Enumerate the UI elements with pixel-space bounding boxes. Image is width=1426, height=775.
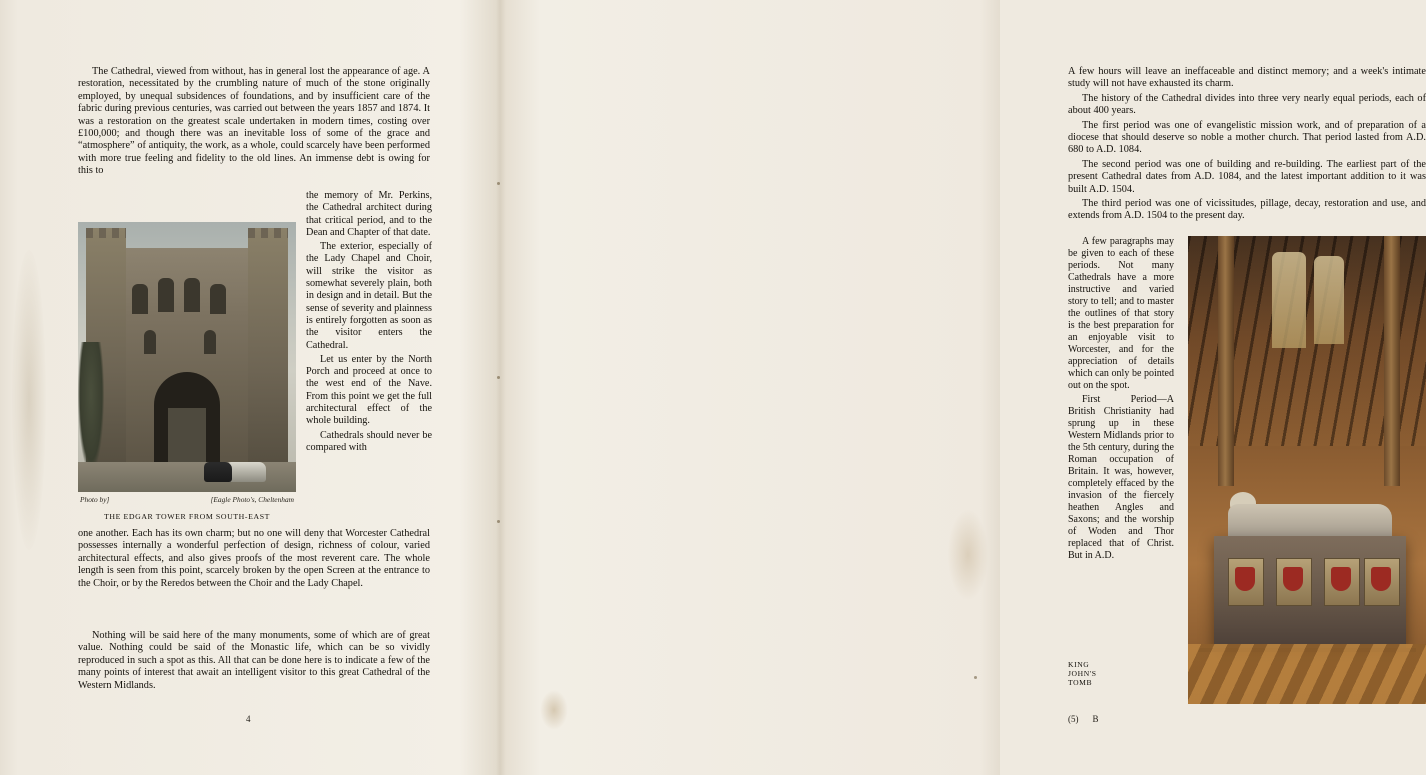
paragraph: the memory of Mr. Perkins, the Cathedral architect during that critical period, and to the Dean and Chapter of that date. (306, 190, 432, 238)
photo-window (144, 330, 156, 354)
photo-window (1314, 256, 1344, 344)
paragraph: First Period—A British Christianity had sprung up in these Western Midlands prior to the 5th century, during the Roman occupation of Britain. It was, however, completely effaced by the invasion of the fiercely heathen Angles and Saxons; and the worship of Woden and Thor replaced that of Christ. But in A.D. (1068, 394, 1174, 561)
page-number-left: 4 (246, 714, 251, 724)
paragraph: The Cathedral, viewed from without, has in general lost the appearance of age. A restoration, necessitated by the crumbling nature of much of the stone originally employed, by unequal subsidences of foundations, and by insufficient care of the fabric during previous centuries, was carried out between the years 1857 and 1874. It was a restoration on the greatest scale undertaken in modern times, costing over £100,000; and though there was an inevitable loss of some of the grace and “atmosphere” of antiquity, the work, as a whole, could scarcely have been performed with more true feeling and fidelity to the old lines. An immense debt is owing for this to (78, 66, 430, 177)
photo-credits (78, 495, 296, 504)
photo-tomb-panel (1276, 558, 1312, 606)
paragraph: Nothing will be said here of the many monuments, some of which are of great value. Nothing could be said of the Monastic life, which can be so vividly reproduced in such a spot as this. All that can be done here is to indicate a few of the many points of interest that await an intelligent visitor to this great Cathedral of the Western Midlands. (78, 630, 430, 691)
photo-window (210, 284, 226, 314)
left-page-body-bottom (78, 528, 430, 592)
photo-heraldic-shield (1331, 567, 1351, 591)
figure-caption-tomb: KING JOHN'S TOMB (1068, 660, 1097, 687)
paragraph: The exterior, especially of the Lady Chapel and Choir, will strike the visitor as somewhat severely plain, both in design and in detail. But the sense of severity and plainness is entirely forgotten as soon as the visitor enters the Cathedral. (306, 241, 432, 351)
figure-edgar-tower (78, 222, 296, 521)
edge-speck (497, 520, 500, 523)
paragraph: The second period was one of building and re-building. The earliest part of the present Cathedral dates from A.D. 1084, and the latest important addition to it was built A.D. 1504. (1068, 158, 1426, 195)
page-number-right (1068, 714, 1099, 724)
photo-window (204, 330, 216, 354)
photo-tree (78, 342, 104, 472)
photo-window (158, 278, 174, 312)
folio-number: (5) (1068, 714, 1079, 724)
photo-window (1272, 252, 1306, 348)
paragraph: The history of the Cathedral divides into three very nearly equal periods, each of about 400 years. (1068, 92, 1426, 117)
paragraph: The third period was one of vicissitudes, pillage, decay, restoration and use, and extends from A.D. 1504 to the present day. (1068, 198, 1426, 222)
figure-caption: THE EDGAR TOWER FROM SOUTH-EAST (103, 512, 271, 521)
photo-archway (154, 372, 220, 464)
right-page (500, 0, 1426, 775)
photo-window (132, 284, 148, 314)
photo-heraldic-shield (1371, 567, 1391, 591)
paragraph: Cathedrals should never be compared with (306, 429, 432, 453)
paragraph: A few hours will leave an ineffaceable and distinct memory; and a week's intimate study will not have exhausted its charm. (1068, 66, 1426, 90)
photo-pillar (1384, 236, 1400, 486)
photo-tomb-panel (1228, 558, 1264, 606)
edge-speck (974, 676, 977, 679)
figure-king-johns-tomb (1188, 236, 1426, 704)
photo-arch-light (168, 408, 206, 464)
signature-mark: B (1092, 714, 1099, 724)
right-page-body-top (1068, 66, 1426, 225)
photo-credit-right: [Eagle Photo's, Cheltenham (210, 495, 294, 504)
photo-heraldic-shield (1235, 567, 1255, 591)
photo-tomb-panel (1324, 558, 1360, 606)
photo-car (204, 462, 232, 482)
edge-speck (497, 376, 500, 379)
right-page-narrow-column (1068, 236, 1174, 564)
photo-pillar (1218, 236, 1234, 486)
paragraph: Let us enter by the North Porch and proceed at once to the west end of the Nave. From this point we get the full architectural effect of the whole building. (306, 353, 432, 427)
photo-heraldic-shield (1283, 567, 1303, 591)
paragraph: one another. Each has its own charm; but no one will deny that Worcester Cathedral possesses internally a wonderful perfection of design, richness of colour, varied architectural effects, and also gives proofs of the most reverent care. The whole length is seen from this point, scarcely broken by the open Screen at the entrance to the Choir, or by the Reredos between the Choir and the Lady Chapel. (78, 528, 430, 589)
left-page-body-closing (78, 630, 430, 694)
photo-turret-right (248, 228, 288, 466)
edge-speck (497, 182, 500, 185)
left-page-body-top (78, 66, 430, 180)
king-johns-tomb-photo (1188, 236, 1426, 704)
photo-tomb-panel (1364, 558, 1400, 606)
paragraph: A few paragraphs may be given to each of these periods. Not many Cathedrals have a more instructive and varied story to tell; and to master the outlines of that story is the best preparation for an enjoyable visit to Worcester, and for the appreciation of details which can only be pointed out on the spot. (1068, 236, 1174, 391)
paragraph: The first period was one of evangelistic mission work, and of preparation of a diocese that should deserve so noble a mother church. That period lasted from A.D. 680 to A.D. 1084. (1068, 119, 1426, 156)
photo-crenellation (248, 228, 288, 238)
photo-credit-left: Photo by] (80, 495, 110, 504)
photo-crenellation (86, 228, 126, 238)
left-page (0, 0, 500, 775)
photo-window (184, 278, 200, 312)
photo-tomb-chest (1214, 536, 1406, 648)
left-page-wrap-column (306, 190, 432, 456)
photo-car (226, 462, 266, 482)
photo-tiled-floor (1188, 644, 1426, 704)
edgar-tower-photo (78, 222, 296, 492)
